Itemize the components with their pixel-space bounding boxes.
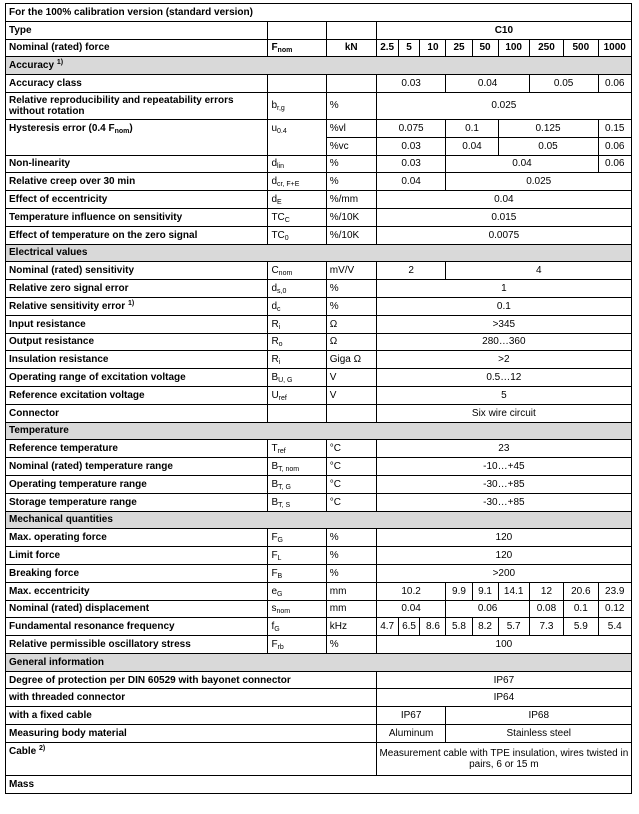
value-cell: 0.04 <box>446 75 529 93</box>
symbol-cell: $u_{0.4}$ <box>268 119 326 155</box>
value-cell: 0.125 <box>498 119 598 137</box>
row-label: Operating range of excitation voltage <box>6 369 268 387</box>
unit-cell: % <box>326 564 376 582</box>
value-cell: 120 <box>376 529 631 547</box>
symbol-cell: $B_{U, G}$ <box>268 369 326 387</box>
value-cell: 5.7 <box>498 618 529 636</box>
capacity-cell: 250 <box>529 39 563 57</box>
table-header: For the 100% calibration version (standard version) <box>6 4 632 22</box>
row-label: Nominal (rated) sensitivity <box>6 262 268 280</box>
value-cell: 14.1 <box>498 582 529 600</box>
symbol-cell: $B_{T, G}$ <box>268 475 326 493</box>
spec-table <box>5 3 632 794</box>
row-label: with threaded connector <box>6 689 377 707</box>
capacity-cell: 5 <box>398 39 420 57</box>
type-label: Type <box>6 21 268 39</box>
section-general <box>6 653 632 671</box>
row-label: Nominal (rated) temperature range <box>6 458 268 476</box>
value-cell: 0.04 <box>376 600 446 618</box>
unit-cell: %/mm <box>326 191 376 209</box>
value-cell: 10.2 <box>376 582 446 600</box>
value-cell: 0.0075 <box>376 226 631 244</box>
row-label: Effect of temperature on the zero signal <box>6 226 268 244</box>
value-cell: >345 <box>376 315 631 333</box>
value-cell: 0.025 <box>376 92 631 119</box>
symbol-cell: $s_{nom}$ <box>268 600 326 618</box>
value-cell: 0.12 <box>598 600 632 618</box>
unit-cell: °C <box>326 458 376 476</box>
value-cell: Stainless steel <box>446 725 632 743</box>
value-cell: 1 <box>376 280 631 298</box>
section-title: Temperature <box>6 422 632 440</box>
type-row <box>6 21 632 39</box>
oscillatory-stress-row <box>6 636 632 654</box>
unit-cell: % <box>326 92 376 119</box>
value-cell: 12 <box>529 582 563 600</box>
unit-cell: %vl <box>326 119 376 137</box>
value-cell: IP68 <box>446 707 632 725</box>
unit-cell: % <box>326 636 376 654</box>
value-cell: 0.04 <box>446 137 498 155</box>
symbol-cell: $d_{lin}$ <box>268 155 326 173</box>
displacement-row <box>6 600 632 618</box>
value-cell: 2 <box>376 262 446 280</box>
value-cell: 8.2 <box>472 618 498 636</box>
excitation-range-row <box>6 369 632 387</box>
symbol-cell: $B_{T, S}$ <box>268 493 326 511</box>
value-cell: 4 <box>446 262 632 280</box>
symbol-cell: $e_G$ <box>268 582 326 600</box>
row-label: Limit force <box>6 547 268 565</box>
row-label: Max. eccentricity <box>6 582 268 600</box>
unit-cell: Ω <box>326 315 376 333</box>
row-label: Relative permissible oscillatory stress <box>6 636 268 654</box>
reference-excitation-row <box>6 386 632 404</box>
unit-cell: Giga Ω <box>326 351 376 369</box>
value-cell: -10…+45 <box>376 458 631 476</box>
capacity-cell: 500 <box>564 39 598 57</box>
row-label: Cable $^{2)}$ <box>6 742 377 775</box>
row-label: Relative sensitivity error $^{1)}$ <box>6 297 268 315</box>
symbol-cell: $d_E$ <box>268 191 326 209</box>
value-cell: -30…+85 <box>376 493 631 511</box>
value-cell: 0.05 <box>498 137 598 155</box>
nominal-force-row <box>6 39 632 57</box>
unit-cell: Ω <box>326 333 376 351</box>
symbol-cell: $B_{T, nom}$ <box>268 458 326 476</box>
value-cell: 5.9 <box>564 618 598 636</box>
row-label: Connector <box>6 404 268 422</box>
value-cell: Measurement cable with TPE insulation, wires twisted in pairs, 6 or 15 m <box>376 742 631 775</box>
protection-cable-row <box>6 707 632 725</box>
value-cell: 0.015 <box>376 208 631 226</box>
section-title: General information <box>6 653 632 671</box>
value-cell: 120 <box>376 547 631 565</box>
value-cell: >200 <box>376 564 631 582</box>
symbol-cell: $C_{nom}$ <box>268 262 326 280</box>
symbol-cell: $F_G$ <box>268 529 326 547</box>
row-label: Storage temperature range <box>6 493 268 511</box>
capacity-cell: 50 <box>472 39 498 57</box>
value-cell: Six wire circuit <box>376 404 631 422</box>
unit-cell: mV/V <box>326 262 376 280</box>
row-label: Effect of eccentricity <box>6 191 268 209</box>
zero-error-row <box>6 280 632 298</box>
unit-cell: V <box>326 386 376 404</box>
value-cell: 280…360 <box>376 333 631 351</box>
symbol-cell: $TC_0$ <box>268 226 326 244</box>
unit-cell: mm <box>326 600 376 618</box>
value-cell: 23 <box>376 440 631 458</box>
nominal-force-unit: kN <box>326 39 376 57</box>
value-cell: 0.04 <box>376 191 631 209</box>
row-label: Relative zero signal error <box>6 280 268 298</box>
symbol-cell: $d_{cr, F+E}$ <box>268 173 326 191</box>
value-cell: 6.5 <box>398 618 420 636</box>
symbol-cell: $b_{r,g}$ <box>268 92 326 119</box>
unit-cell: °C <box>326 493 376 511</box>
row-label: Degree of protection per DIN 60529 with bayonet connector <box>6 671 377 689</box>
protection-bayonet-row <box>6 671 632 689</box>
capacity-cell: 100 <box>498 39 529 57</box>
unit-cell: %/10K <box>326 208 376 226</box>
protection-threaded-row <box>6 689 632 707</box>
row-label: Relative reproducibility and repeatability errors without rotation <box>6 92 268 119</box>
unit-cell: % <box>326 529 376 547</box>
output-resistance-row <box>6 333 632 351</box>
unit-cell: kHz <box>326 618 376 636</box>
row-label: Insulation resistance <box>6 351 268 369</box>
unit-cell: % <box>326 280 376 298</box>
section-temperature <box>6 422 632 440</box>
value-cell: 0.06 <box>598 155 632 173</box>
value-cell: 9.1 <box>472 582 498 600</box>
sensitivity-error-row <box>6 297 632 315</box>
accuracy-class-row <box>6 75 632 93</box>
unit-cell: V <box>326 369 376 387</box>
unit-cell: mm <box>326 582 376 600</box>
symbol-cell: $T_{ref}$ <box>268 440 326 458</box>
symbol-cell: $F_B$ <box>268 564 326 582</box>
symbol-cell: $R_i$ <box>268 315 326 333</box>
row-label: Relative creep over 30 min <box>6 173 268 191</box>
value-cell: 0.03 <box>376 155 446 173</box>
unit-cell: °C <box>326 475 376 493</box>
body-material-row <box>6 725 632 743</box>
connector-row <box>6 404 632 422</box>
reproducibility-row <box>6 92 632 119</box>
unit-cell: % <box>326 155 376 173</box>
capacity-cell: 1000 <box>598 39 632 57</box>
value-cell: 5 <box>376 386 631 404</box>
unit-cell: %/10K <box>326 226 376 244</box>
value-cell: 0.06 <box>446 600 529 618</box>
row-label: Breaking force <box>6 564 268 582</box>
eccentricity-row <box>6 191 632 209</box>
section-accuracy <box>6 57 632 75</box>
value-cell: IP67 <box>376 707 446 725</box>
symbol-cell: $R_i$ <box>268 351 326 369</box>
mass-row <box>6 775 632 793</box>
row-label: Output resistance <box>6 333 268 351</box>
value-cell: 0.08 <box>529 600 563 618</box>
symbol-cell: $d_c$ <box>268 297 326 315</box>
value-cell: 0.06 <box>598 137 632 155</box>
row-label: Mass <box>6 775 632 793</box>
row-label: Operating temperature range <box>6 475 268 493</box>
row-label: Max. operating force <box>6 529 268 547</box>
nominal-force-symbol: $F_{nom}$ <box>268 39 326 57</box>
value-cell: 0.04 <box>446 155 598 173</box>
symbol-cell: $R_o$ <box>268 333 326 351</box>
value-cell: IP64 <box>376 689 631 707</box>
value-cell: 100 <box>376 636 631 654</box>
value-cell: 9.9 <box>446 582 472 600</box>
value-cell: 8.6 <box>420 618 446 636</box>
value-cell: 5.8 <box>446 618 472 636</box>
temp-sensitivity-row <box>6 208 632 226</box>
value-cell: 0.04 <box>376 173 446 191</box>
input-resistance-row <box>6 315 632 333</box>
symbol-cell: $F_L$ <box>268 547 326 565</box>
hysteresis-row <box>6 119 632 137</box>
value-cell: 23.9 <box>598 582 632 600</box>
row-label: Accuracy class <box>6 75 268 93</box>
value-cell: 0.06 <box>598 75 632 93</box>
section-mechanical <box>6 511 632 529</box>
operating-temperature-row <box>6 475 632 493</box>
value-cell: 4.7 <box>376 618 398 636</box>
unit-cell: %vc <box>326 137 376 155</box>
resonance-row <box>6 618 632 636</box>
section-title: Electrical values <box>6 244 632 262</box>
section-electrical <box>6 244 632 262</box>
header-row <box>6 4 632 22</box>
capacity-cell: 25 <box>446 39 472 57</box>
unit-cell: % <box>326 547 376 565</box>
value-cell: 0.1 <box>564 600 598 618</box>
symbol-cell: $TC_C$ <box>268 208 326 226</box>
value-cell: 7.3 <box>529 618 563 636</box>
capacity-cell: 2.5 <box>376 39 398 57</box>
value-cell: >2 <box>376 351 631 369</box>
unit-cell: °C <box>326 440 376 458</box>
type-model: C10 <box>376 21 631 39</box>
row-label: Reference temperature <box>6 440 268 458</box>
max-operating-force-row <box>6 529 632 547</box>
row-label: Fundamental resonance frequency <box>6 618 268 636</box>
max-eccentricity-row <box>6 582 632 600</box>
nonlinearity-row <box>6 155 632 173</box>
unit-cell: % <box>326 173 376 191</box>
value-cell: 0.1 <box>376 297 631 315</box>
reference-temperature-row <box>6 440 632 458</box>
value-cell: 0.03 <box>376 137 446 155</box>
insulation-row <box>6 351 632 369</box>
value-cell: 20.6 <box>564 582 598 600</box>
creep-row <box>6 173 632 191</box>
row-label: Temperature influence on sensitivity <box>6 208 268 226</box>
value-cell: 0.5…12 <box>376 369 631 387</box>
value-cell: -30…+85 <box>376 475 631 493</box>
cable-row <box>6 742 632 775</box>
value-cell: IP67 <box>376 671 631 689</box>
row-label: Hysteresis error (0.4 $F_{nom}$) <box>6 119 268 155</box>
row-label: Input resistance <box>6 315 268 333</box>
value-cell: 0.075 <box>376 119 446 137</box>
breaking-force-row <box>6 564 632 582</box>
row-label: Non-linearity <box>6 155 268 173</box>
temp-zero-row <box>6 226 632 244</box>
value-cell: Aluminum <box>376 725 446 743</box>
row-label: Reference excitation voltage <box>6 386 268 404</box>
storage-temperature-row <box>6 493 632 511</box>
row-label: Nominal (rated) displacement <box>6 600 268 618</box>
symbol-cell: $U_{ref}$ <box>268 386 326 404</box>
symbol-cell: $f_G$ <box>268 618 326 636</box>
capacity-cell: 10 <box>420 39 446 57</box>
symbol-cell: $F_{rb}$ <box>268 636 326 654</box>
value-cell: 0.03 <box>376 75 446 93</box>
section-title: Mechanical quantities <box>6 511 632 529</box>
value-cell: 0.05 <box>529 75 598 93</box>
value-cell: 0.1 <box>446 119 498 137</box>
section-title: Accuracy $^{1)}$ <box>6 57 632 75</box>
row-label: Measuring body material <box>6 725 377 743</box>
value-cell: 5.4 <box>598 618 632 636</box>
value-cell: 0.025 <box>446 173 632 191</box>
limit-force-row <box>6 547 632 565</box>
unit-cell: % <box>326 297 376 315</box>
row-label: with a fixed cable <box>6 707 377 725</box>
sensitivity-row <box>6 262 632 280</box>
nominal-temperature-row <box>6 458 632 476</box>
nominal-force-label: Nominal (rated) force <box>6 39 268 57</box>
symbol-cell: $d_{s,0}$ <box>268 280 326 298</box>
value-cell: 0.15 <box>598 119 632 137</box>
